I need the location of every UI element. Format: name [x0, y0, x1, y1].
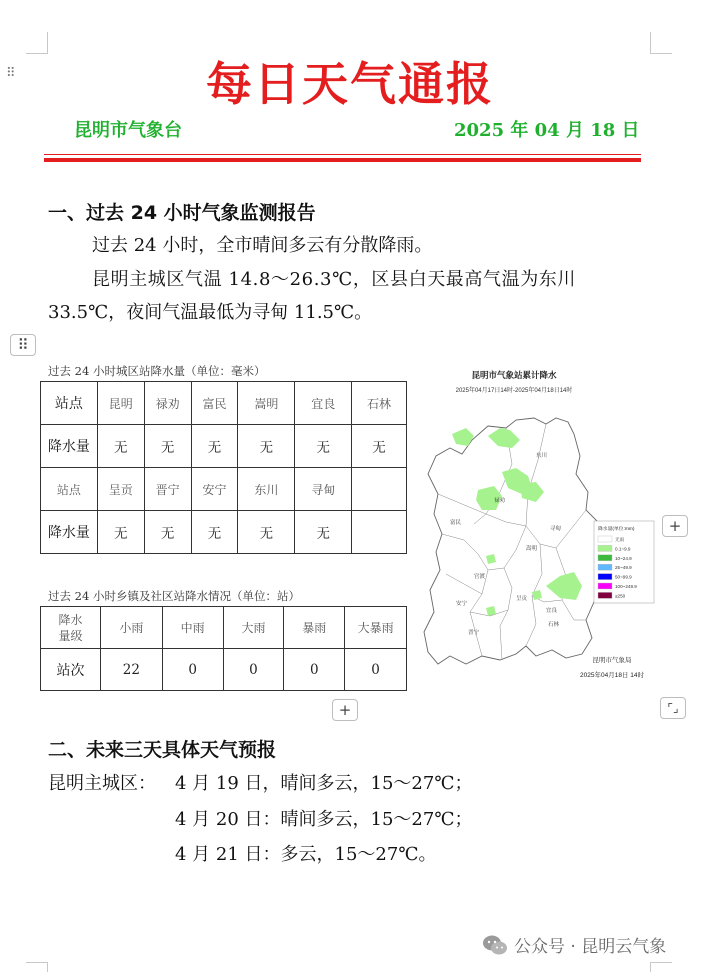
table-cell: 嵩明 [238, 382, 295, 425]
label-chenggong: 呈贡 [516, 596, 528, 602]
table-header-cell: 暴雨 [284, 607, 345, 649]
section-1-heading: 一、过去 24 小时气象监测报告 [48, 202, 316, 224]
table-row [41, 649, 407, 691]
table-cell: 0 [284, 649, 345, 691]
table-cell: 安宁 [191, 468, 238, 511]
table-cell: 无 [191, 425, 238, 468]
label-fumin: 富民 [450, 520, 462, 526]
table-cell: 无 [238, 425, 295, 468]
section-2-heading: 二、未来三天具体天气预报 [48, 739, 277, 761]
drag-handle-icon[interactable]: ⠿ [6, 66, 14, 81]
legend-label: 25~49.9 [615, 565, 632, 571]
legend-swatch [598, 545, 612, 551]
label-songming: 嵩明 [526, 546, 538, 552]
section-1-temperature-line1: 昆明主城区气温 14.8～26.3℃，区县白天最高气温为东川 [92, 269, 577, 290]
table-cell: 0 [162, 649, 223, 691]
table-1-caption: 过去 24 小时城区站降水量（单位：毫米） [48, 364, 266, 378]
table-header-cell: 降水量级 [41, 607, 101, 649]
table-row [41, 425, 407, 468]
table-cell: 无 [295, 511, 352, 554]
forecast-day-3: 4 月 21 日：多云，15～27℃。 [175, 844, 437, 865]
resize-handle-icon[interactable]: ⌜⌟ [660, 697, 686, 719]
table-header-cell: 大暴雨 [345, 607, 407, 649]
wechat-watermark [482, 932, 666, 957]
table-cell: 站次 [41, 649, 101, 691]
table-row [41, 607, 407, 649]
table-cell: 禄劝 [144, 382, 191, 425]
label-guandu: 官渡 [474, 574, 486, 580]
table-cell: 无 [144, 511, 191, 554]
table-cell: 晋宁 [144, 468, 191, 511]
map-footer-org: 昆明市气象局 [592, 657, 632, 664]
page-corner-mark [26, 962, 48, 972]
label-yiliang: 宜良 [546, 608, 558, 614]
precipitation-map [416, 364, 662, 684]
table-cell: 石林 [352, 382, 407, 425]
legend-label: 0.1~9.9 [615, 546, 631, 552]
forecast-day-2: 4 月 20 日：晴间多云，15～27℃； [175, 809, 473, 830]
table-cell: 无 [352, 425, 407, 468]
header-divider-thin [44, 154, 641, 155]
map-title: 昆明市气象站累计降水 [471, 370, 557, 380]
label-xundian: 寻甸 [550, 526, 562, 532]
map-subtitle: 2025年04月17日14时-2025年04月18日14时 [455, 388, 573, 394]
table-cell: 昆明 [97, 382, 144, 425]
label-jinning: 晋宁 [468, 630, 480, 636]
table-cell [352, 468, 407, 511]
table-cell: 无 [191, 511, 238, 554]
table-cell: 0 [223, 649, 284, 691]
table-cell: 宜良 [295, 382, 352, 425]
table-row [41, 382, 407, 425]
township-rain-count-table [40, 606, 407, 691]
issue-date: 2025 年 04 月 18 日 [454, 120, 640, 141]
forecast-area-label: 昆明主城区： [48, 773, 156, 794]
city-boundary [424, 418, 608, 664]
table-cell: 东川 [238, 468, 295, 511]
table-cell: 降水量 [41, 425, 98, 468]
table-cell: 站点 [41, 382, 98, 425]
add-row-button[interactable]: + [332, 699, 358, 721]
table-cell: 富民 [191, 382, 238, 425]
forecast-day-1: 4 月 19 日，晴间多云，15～27℃； [175, 773, 473, 794]
legend-swatch [598, 574, 612, 580]
label-luquan: 禄劝 [494, 498, 506, 504]
section-1-temperature-line2: 33.5℃，夜间气温最低为寻甸 11.5℃。 [48, 302, 373, 323]
label-anning: 安宁 [456, 601, 468, 607]
table-cell: 站点 [41, 468, 98, 511]
table-cell: 0 [345, 649, 407, 691]
legend-swatch [598, 536, 612, 542]
table-header-cell: 小雨 [100, 607, 162, 649]
legend-label: 10~24.9 [615, 555, 632, 561]
table-handle-icon[interactable]: ⠿ [10, 334, 36, 356]
legend-label: 50~99.9 [615, 574, 632, 580]
legend-swatch [598, 583, 612, 589]
legend-label: 无雨 [615, 537, 625, 542]
legend-swatch [598, 564, 612, 570]
table-cell: 无 [97, 511, 144, 554]
issuing-org: 昆明市气象台 [74, 120, 182, 141]
table-cell: 无 [295, 425, 352, 468]
table-cell: 22 [100, 649, 162, 691]
legend-swatch [598, 555, 612, 561]
map-legend [594, 521, 654, 603]
section-1-summary: 过去 24 小时，全市晴间多云有分散降雨。 [92, 235, 433, 256]
legend-label: ≥250 [615, 593, 626, 599]
table-cell: 寻甸 [295, 468, 352, 511]
table-cell: 呈贡 [97, 468, 144, 511]
table-row [41, 511, 407, 554]
table-cell [352, 511, 407, 554]
table-header-cell: 大雨 [223, 607, 284, 649]
map-footer-time: 2025年04月18日 14时 [580, 672, 644, 679]
table-header-cell: 中雨 [162, 607, 223, 649]
legend-label: 100~249.9 [615, 584, 637, 589]
header-divider-thick [44, 158, 641, 162]
zoom-in-button[interactable]: + [662, 515, 688, 537]
label-shilin: 石林 [548, 622, 560, 628]
watermark-text: 公众号 · 昆明云气象 [514, 937, 667, 957]
legend-swatch [598, 592, 612, 598]
table-2-caption: 过去 24 小时乡镇及社区站降水情况（单位：站） [48, 589, 300, 603]
page-corner-mark [650, 962, 672, 972]
label-dongchuan: 东川 [536, 453, 548, 459]
legend-title: 降水量(单位:mm) [598, 527, 635, 532]
wechat-icon [482, 934, 508, 956]
table-cell: 无 [144, 425, 191, 468]
table-cell: 无 [238, 511, 295, 554]
table-row [41, 468, 407, 511]
urban-station-rain-table [40, 381, 407, 554]
table-cell: 无 [97, 425, 144, 468]
table-cell: 降水量 [41, 511, 98, 554]
page-title: 每日天气通报 [206, 57, 494, 111]
